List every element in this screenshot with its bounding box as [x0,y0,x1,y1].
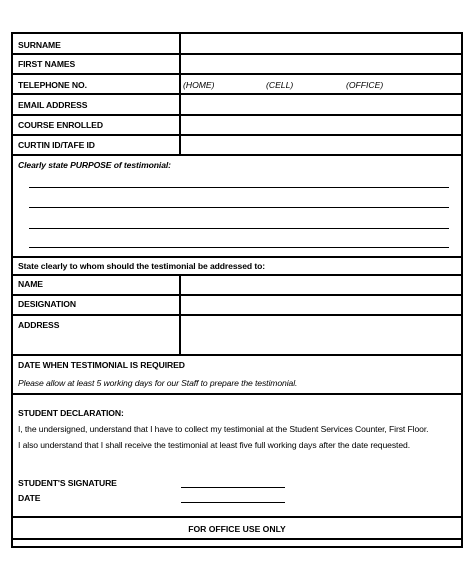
row-divider [13,114,461,116]
purpose-line[interactable] [29,187,449,188]
declaration-line-1: I, the undersigned, understand that I have to collect my testimonial at the Student Services Counter, First Floor. [18,424,429,434]
row-divider [13,134,461,136]
first-names-label: FIRST NAMES [18,59,76,69]
purpose-line[interactable] [29,207,449,208]
designation-label: DESIGNATION [18,299,76,309]
section-divider [13,256,461,258]
row-divider [13,73,461,75]
phone-home-label: (HOME) [183,80,215,90]
declaration-heading: STUDENT DECLARATION: [18,408,124,418]
curtin-id-label: CURTIN ID/TAFE ID [18,140,95,150]
row-divider [13,93,461,95]
section-divider [13,516,461,518]
testimonial-request-form [11,32,463,548]
date-label: DATE [18,493,41,503]
date-line[interactable] [181,502,285,503]
purpose-label: Clearly state PURPOSE of testimonial: [18,160,171,170]
section-divider [13,393,461,395]
phone-office-label: (OFFICE) [346,80,384,90]
purpose-line[interactable] [29,228,449,229]
telephone-label: TELEPHONE NO. [18,80,87,90]
signature-label: STUDENT'S SIGNATURE [18,478,117,488]
row-divider [13,53,461,55]
row-divider [13,538,461,540]
email-label: EMAIL ADDRESS [18,100,88,110]
declaration-line-2: I also understand that I shall receive the testimonial at least five full working days after the date requested. [18,440,410,450]
section-divider [13,354,461,356]
row-divider [13,314,461,316]
addressee-heading: State clearly to whom should the testimonial be addressed to: [18,261,265,271]
row-divider [13,154,461,156]
surname-label: SURNAME [18,40,61,50]
phone-cell-label: (CELL) [266,80,294,90]
row-divider [13,274,461,276]
address-label: ADDRESS [18,320,60,330]
addressee-name-label: NAME [18,279,43,289]
office-use-heading: FOR OFFICE USE ONLY [188,524,286,534]
purpose-line[interactable] [29,247,449,248]
required-date-label: DATE WHEN TESTIMONIAL IS REQUIRED [18,360,185,370]
row-divider [13,294,461,296]
signature-line[interactable] [181,487,285,488]
required-date-note: Please allow at least 5 working days for our Staff to prepare the testimonial. [18,378,298,388]
course-label: COURSE ENROLLED [18,120,103,130]
